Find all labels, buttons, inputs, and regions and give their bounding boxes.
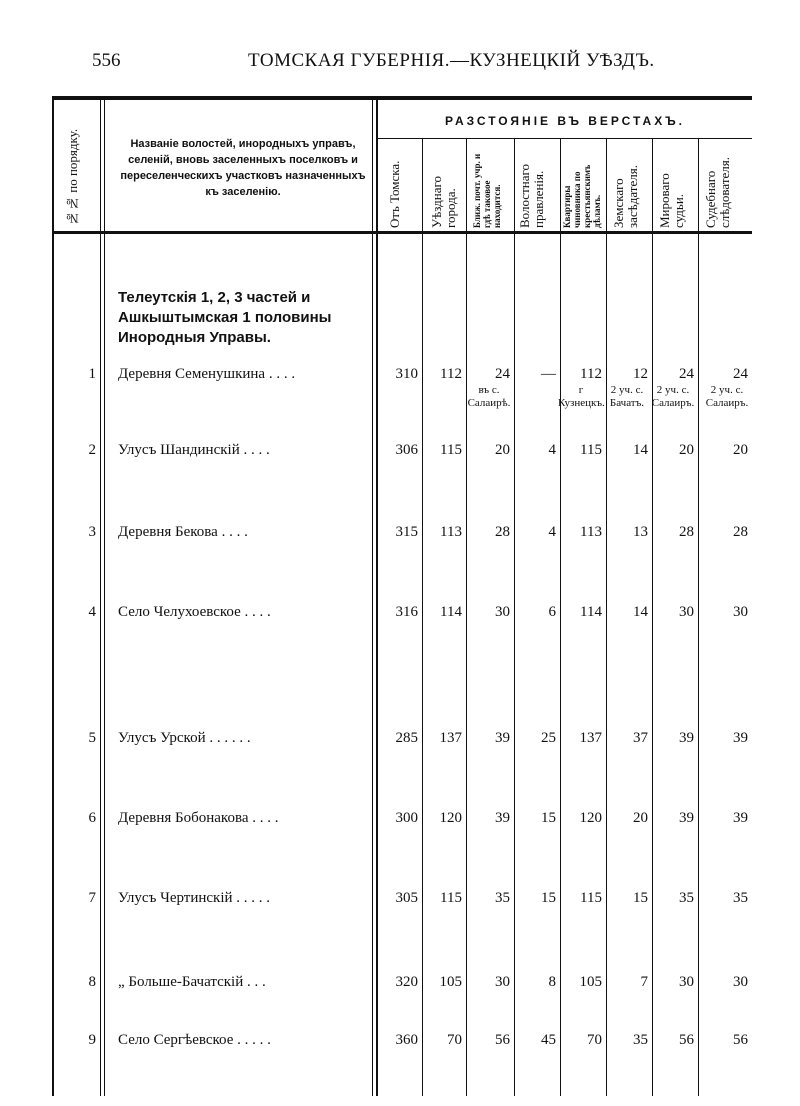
row-value-col-7: 30	[679, 604, 694, 620]
distance-table	[52, 96, 752, 1096]
distance-header: РАЗСТОЯНІЕ ВЪ ВЕРСТАХЪ.	[445, 114, 685, 128]
row-value-col-2: 115	[440, 442, 462, 458]
row-value-col-1: 320	[395, 974, 418, 990]
row-number: 4	[88, 604, 96, 620]
row-number: 2	[88, 442, 96, 458]
col-d8-header: Судебнаго слѣдователя.	[703, 157, 732, 228]
row-value-col-8: 30	[733, 974, 748, 990]
row-value-col-6: 20	[633, 810, 648, 826]
row-value-col-7: 20	[679, 442, 694, 458]
row-value-col-6: 7	[640, 974, 648, 990]
row-value-col-7: 30	[679, 974, 694, 990]
table-row	[52, 604, 752, 664]
row-name: Село Челухоевское . . . .	[118, 604, 271, 620]
row-value-col-3: 28	[495, 524, 510, 540]
row-value-col-2: 112	[440, 366, 462, 382]
row-number: 3	[88, 524, 96, 540]
row-note-col-6: 2 уч. с. Бачатъ.	[609, 384, 645, 409]
row-name: Деревня Бекова . . . .	[118, 524, 248, 540]
row-value-col-1: 316	[395, 604, 418, 620]
row-name: Улусъ Шандинскій . . . .	[118, 442, 270, 458]
row-number: 6	[88, 810, 96, 826]
table-row	[52, 890, 752, 950]
row-name: Деревня Бобонакова . . . .	[118, 810, 279, 826]
row-value-col-6: 12	[633, 366, 648, 382]
row-value-col-8: 30	[733, 604, 748, 620]
row-value-col-2: 120	[439, 810, 462, 826]
col-d3-header: Ближ. почт. учр. и гдѣ таковое находится.	[472, 153, 502, 228]
row-value-col-8: 20	[733, 442, 748, 458]
row-value-col-6: 37	[633, 730, 648, 746]
table-row	[52, 366, 752, 426]
row-value-col-3: 20	[495, 442, 510, 458]
row-value-col-3: 39	[495, 730, 510, 746]
row-value-col-4: 15	[541, 890, 556, 906]
row-value-col-2: 137	[439, 730, 462, 746]
distance-subrule	[378, 138, 752, 139]
row-value-col-1: 360	[395, 1032, 418, 1048]
row-value-col-8: 56	[733, 1032, 748, 1048]
row-number: 8	[88, 974, 96, 990]
row-value-col-3: 24	[495, 366, 510, 382]
row-value-col-4: 4	[548, 442, 556, 458]
row-value-col-4: 15	[541, 810, 556, 826]
row-value-col-3: 39	[495, 810, 510, 826]
row-value-col-2: 70	[447, 1032, 462, 1048]
row-value-col-3: 30	[495, 604, 510, 620]
row-value-col-6: 13	[633, 524, 648, 540]
table-row	[52, 1032, 752, 1092]
row-note-col-7: 2 уч. с. Салаиръ.	[651, 384, 695, 409]
top-rule	[52, 96, 752, 100]
row-value-col-2: 115	[440, 890, 462, 906]
row-value-col-5: 114	[580, 604, 602, 620]
header-rule	[52, 231, 752, 234]
table-row	[52, 442, 752, 502]
row-value-col-5: 115	[580, 442, 602, 458]
row-value-col-4: 8	[548, 974, 556, 990]
row-value-col-7: 39	[679, 810, 694, 826]
row-value-col-4: 4	[548, 524, 556, 540]
row-number: 7	[88, 890, 96, 906]
row-name: Село Сергѣевское . . . . .	[118, 1032, 271, 1048]
row-value-col-6: 14	[633, 442, 648, 458]
row-value-col-8: 24	[733, 366, 748, 382]
row-value-col-2: 105	[439, 974, 462, 990]
row-number: 1	[88, 366, 96, 382]
row-value-col-5: 70	[587, 1032, 602, 1048]
row-value-col-6: 35	[633, 1032, 648, 1048]
row-value-col-3: 56	[495, 1032, 510, 1048]
row-value-col-5: 137	[579, 730, 602, 746]
row-value-col-7: 56	[679, 1032, 694, 1048]
table-row	[52, 810, 752, 870]
col-name-header: Названіе волостей, инородныхъ управъ, селеній, вновь заселенныхъ поселковъ и переселенческихъ участковъ назначенныхъ къ заселенію.	[120, 138, 366, 198]
group-title: Телеутскія 1, 2, 3 частей и Ашкыштымская 1 половины Инородныя Управы.	[118, 289, 332, 346]
row-value-col-6: 14	[633, 604, 648, 620]
page-title: ТОМСКАЯ ГУБЕРНІЯ.—КУЗНЕЦКІЙ УѢЗДЪ.	[248, 50, 655, 71]
table-row	[52, 974, 752, 1034]
col-d7-header: Мироваго судьи.	[657, 173, 686, 228]
row-value-col-2: 114	[440, 604, 462, 620]
row-name: „ Больше-Бачатскій . . .	[118, 974, 266, 990]
col-d2-header: Уѣзднаго города.	[429, 175, 458, 228]
row-number: 5	[88, 730, 96, 746]
row-value-col-1: 300	[395, 810, 418, 826]
row-value-col-4: 6	[548, 604, 556, 620]
row-value-col-4: 45	[541, 1032, 556, 1048]
row-value-col-5: 105	[579, 974, 602, 990]
row-value-col-7: 28	[679, 524, 694, 540]
row-value-col-8: 39	[733, 810, 748, 826]
row-name: Улусъ Урской . . . . . .	[118, 730, 251, 746]
table-row	[52, 524, 752, 584]
table-row	[52, 730, 752, 790]
row-value-col-1: 315	[395, 524, 418, 540]
row-value-col-3: 30	[495, 974, 510, 990]
col-num-header: №№ по порядку.	[65, 128, 80, 226]
row-value-col-1: 306	[395, 442, 418, 458]
row-note-col-5: г Кузнецкъ.	[558, 384, 605, 409]
row-value-col-6: 15	[633, 890, 648, 906]
row-value-col-8: 28	[733, 524, 748, 540]
row-name: Улусъ Чертинскій . . . . .	[118, 890, 271, 906]
row-value-col-7: 39	[679, 730, 694, 746]
row-value-col-1: 305	[395, 890, 418, 906]
col-d5-header: Квартиры чиновника по крестьянскимъ дѣламъ.	[562, 164, 602, 228]
row-name: Деревня Семенушкина . . . .	[118, 366, 296, 382]
row-value-col-3: 35	[495, 890, 510, 906]
row-value-col-5: 112	[580, 366, 602, 382]
row-value-col-4: —	[541, 366, 556, 382]
row-value-col-7: 24	[679, 366, 694, 382]
row-note-col-8: 2 уч. с. Салаиръ.	[705, 384, 749, 409]
row-value-col-7: 35	[679, 890, 694, 906]
row-value-col-8: 35	[733, 890, 748, 906]
row-number: 9	[88, 1032, 96, 1048]
row-value-col-5: 115	[580, 890, 602, 906]
row-note-col-3: въ с. Салаирѣ.	[467, 384, 511, 409]
row-value-col-5: 113	[580, 524, 602, 540]
row-value-col-5: 120	[579, 810, 602, 826]
row-value-col-2: 113	[440, 524, 462, 540]
col-d6-header: Земскаго засѣдателя.	[611, 165, 640, 228]
col-d4-header: Волостнаго правленія.	[517, 164, 546, 228]
row-value-col-8: 39	[733, 730, 748, 746]
row-value-col-1: 285	[395, 730, 418, 746]
row-value-col-4: 25	[541, 730, 556, 746]
row-value-col-1: 310	[395, 366, 418, 382]
page-number: 556	[92, 50, 121, 71]
col-d1-header: Отъ Томска.	[387, 160, 402, 228]
